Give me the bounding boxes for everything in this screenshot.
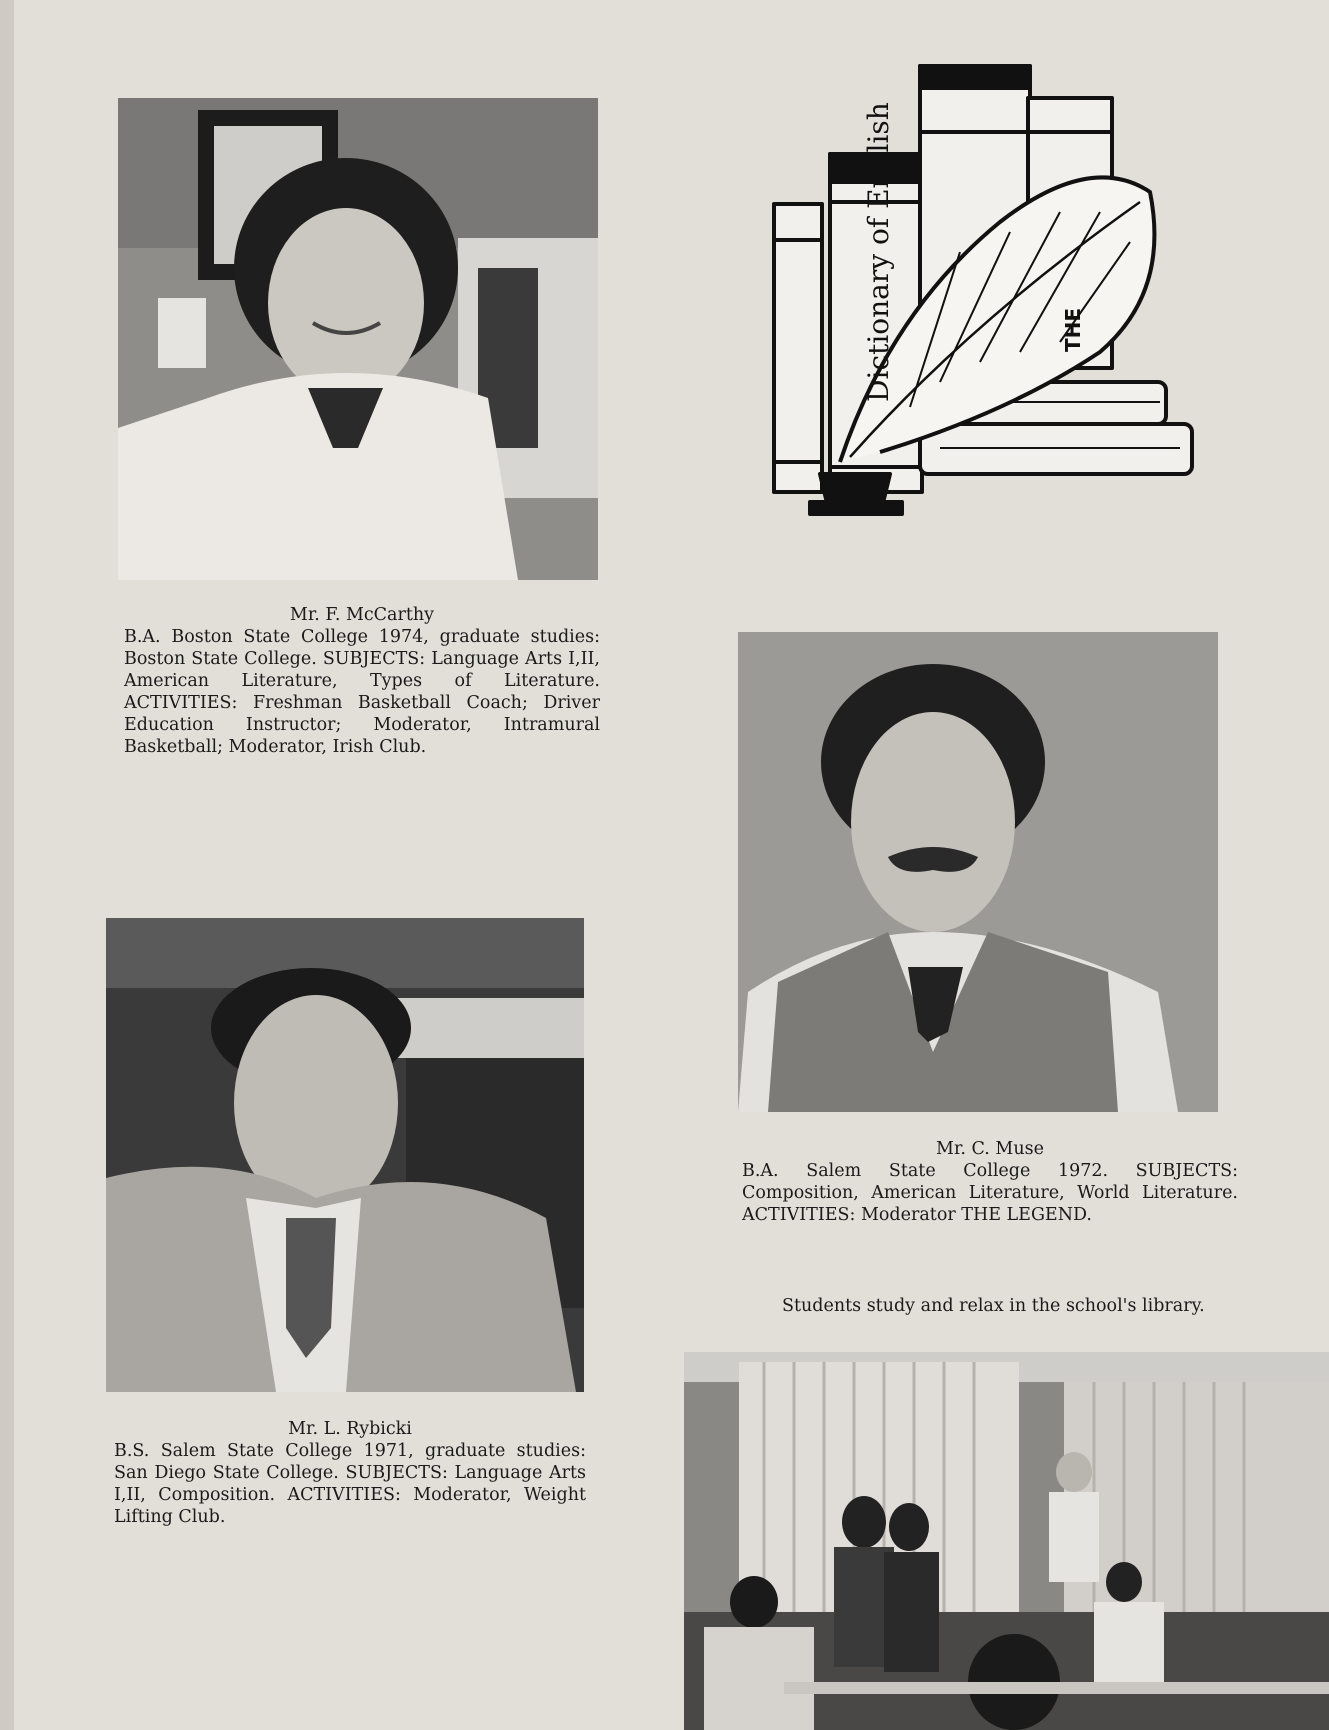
spine-dictionary: Dictionary of English — [862, 102, 895, 402]
teacher-bio: B.A. Salem State College 1972. SUBJECTS: Composition, American Literature, World Literature. ACTIVITIES: Moderator THE LEGEND. — [742, 1161, 1238, 1225]
photo-mccarthy — [118, 98, 598, 580]
page-edge — [0, 0, 14, 1730]
teacher-bio: B.S. Salem State College 1971, graduate studies: San Diego State College. SUBJECTS: Language Arts I,II, Composition. ACTIVITIES: Moderator, Weight Lifting Club. — [114, 1441, 586, 1527]
teacher-name: Mr. C. Muse — [936, 1139, 1044, 1159]
teacher-bio: B.A. Boston State College 1974, graduate studies: Boston State College. SUBJECTS: Language Arts I,II, American Literature, Types of Literature. ACTIVITIES: Freshman Basketball Coach; Driver Education Instructor; Moderator, Intramural Basketball; Moderator, Irish Club. — [124, 627, 600, 757]
caption-muse — [742, 1138, 1238, 1226]
caption-rybicki — [114, 1418, 586, 1528]
spine-the: THE — [1061, 307, 1085, 352]
photo-rybicki — [106, 918, 584, 1392]
photo-muse — [738, 632, 1218, 1112]
teacher-name: Mr. L. Rybicki — [288, 1419, 412, 1439]
teacher-name: Mr. F. McCarthy — [289, 605, 435, 625]
books-quill-illustration — [770, 62, 1195, 518]
library-caption: Students study and relax in the school's library. — [782, 1296, 1205, 1316]
caption-mccarthy — [124, 604, 600, 758]
photo-library — [684, 1352, 1329, 1730]
